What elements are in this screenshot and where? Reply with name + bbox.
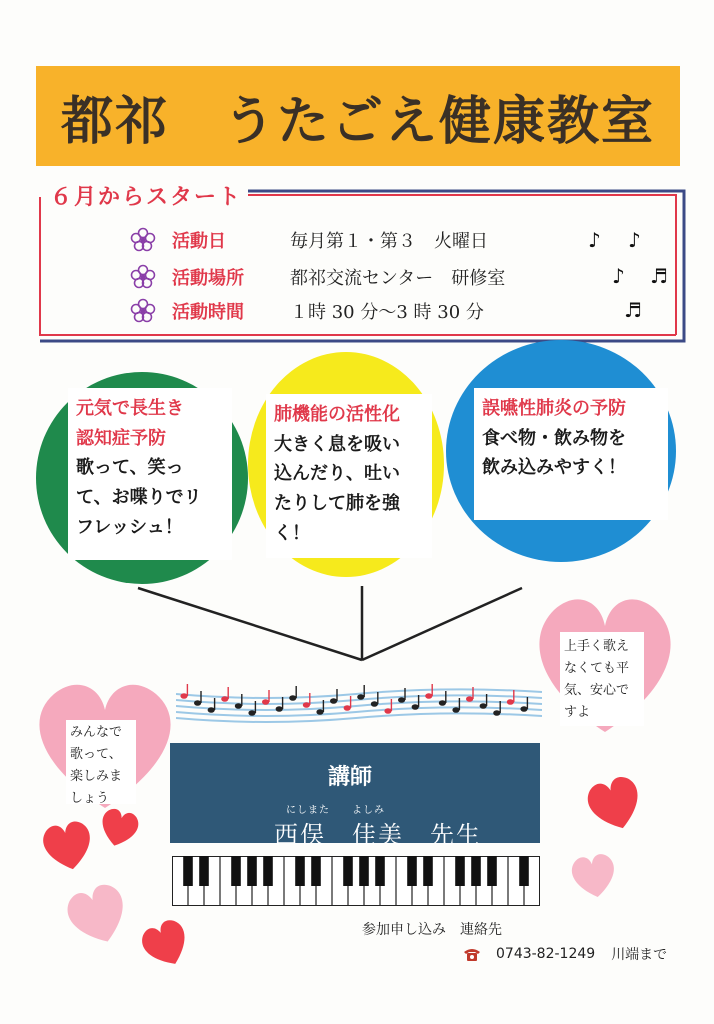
card-text: 飲み込みやすく！ <box>482 457 626 479</box>
phone-icon <box>462 946 482 962</box>
card-text: 大きく息を吸い <box>274 433 400 455</box>
heart-icon <box>62 884 134 946</box>
contact-person: 川端まで <box>611 947 668 963</box>
music-note-icon <box>493 710 500 716</box>
music-note-icon: ♬ <box>624 298 642 322</box>
music-note-icon <box>303 702 310 708</box>
flower-icon <box>130 227 156 253</box>
card-text: く！ <box>274 522 310 544</box>
card-heading: 元気で長生き <box>76 398 184 419</box>
music-note-icon <box>262 699 269 705</box>
music-note-icon: ♪ <box>628 228 641 252</box>
black-key <box>199 856 209 886</box>
title-banner <box>36 66 680 166</box>
black-key <box>407 856 417 886</box>
music-note-icon <box>452 707 459 713</box>
info-key: 活動場所 <box>172 268 244 289</box>
music-note-icon <box>289 695 296 701</box>
instructor-name: 西俣 佳美 先生 <box>274 821 482 849</box>
black-key <box>375 856 385 886</box>
info-value: １時 30 分～3 時 30 分 <box>290 302 484 323</box>
black-key <box>231 856 241 886</box>
music-note-icon <box>439 700 446 706</box>
music-note-icon <box>194 700 201 706</box>
card-text: 食べ物・飲み物を <box>482 427 626 449</box>
heart-card-left <box>66 720 136 807</box>
info-value: 毎月第１・第３ 火曜日 <box>290 231 488 252</box>
music-note-icon <box>466 696 473 702</box>
info-key: 活動日 <box>172 231 226 252</box>
heart-icon <box>568 852 620 900</box>
card-text: 歌って、笑っ <box>76 457 184 479</box>
music-note-icon <box>180 693 187 699</box>
piano-keyboard-icon <box>172 856 540 906</box>
music-note-icon <box>480 703 487 709</box>
info-row-place <box>130 262 505 292</box>
music-note-icon <box>398 697 405 703</box>
music-note-icon <box>235 703 242 709</box>
instructor-ruby: にしまた よしみ <box>286 805 385 816</box>
card-text: フレッシュ！ <box>76 516 183 538</box>
heart-icon <box>138 920 194 968</box>
benefit-card-health <box>68 388 232 560</box>
start-label: ６月からスタート <box>44 180 248 211</box>
heart-icon <box>584 776 646 832</box>
music-note-icon: ♪ <box>588 228 601 252</box>
card-heading: 誤嚥性肺炎の予防 <box>482 398 626 419</box>
flower-icon <box>130 264 156 290</box>
black-key <box>247 856 257 886</box>
music-note-icon <box>276 706 283 712</box>
heart-text: みんなで <box>70 725 123 740</box>
black-key <box>295 856 305 886</box>
black-key <box>359 856 369 886</box>
music-note-icon <box>221 696 228 702</box>
music-note-icon <box>384 708 391 714</box>
black-key <box>423 856 433 886</box>
music-note-icon <box>507 699 514 705</box>
music-note-icon <box>316 709 323 715</box>
heart-text: なくても平 <box>564 661 630 677</box>
black-key <box>487 856 497 886</box>
benefit-card-swallow <box>474 388 668 520</box>
black-key <box>183 856 193 886</box>
card-text: 込んだり、吐い <box>274 463 400 485</box>
music-note-icon <box>371 701 378 707</box>
heart-icon <box>96 808 142 848</box>
info-row-day <box>130 225 488 255</box>
music-note-icon <box>330 698 337 704</box>
flower-icon <box>130 298 156 324</box>
card-heading: 認知症予防 <box>76 427 166 449</box>
black-key <box>471 856 481 886</box>
music-note-icon <box>357 694 364 700</box>
black-key <box>263 856 273 886</box>
heart-text: 歌って、 <box>70 747 122 763</box>
music-note-icon <box>412 704 419 710</box>
music-note-icon <box>344 705 351 711</box>
info-row-time <box>130 296 484 326</box>
heart-text: 楽しみま <box>70 769 123 785</box>
heart-text: 気、安心で <box>564 683 630 699</box>
music-note-icon <box>248 710 255 716</box>
benefit-card-lung <box>266 394 432 558</box>
black-key <box>343 856 353 886</box>
contact-line <box>462 944 667 964</box>
heart-icon <box>36 820 100 872</box>
heart-card-right <box>560 632 644 726</box>
black-key <box>519 856 529 886</box>
info-value: 都祁交流センター 研修室 <box>290 268 506 289</box>
connector-lines <box>130 580 550 670</box>
instructor-label: 講師 <box>328 765 373 790</box>
music-note-icon <box>208 707 215 713</box>
heart-text: 上手く歌え <box>564 639 630 654</box>
card-text: て、お喋りでリ <box>76 487 202 509</box>
card-heading: 肺機能の活性化 <box>274 404 400 425</box>
heart-text: しょう <box>70 791 110 807</box>
music-staff <box>176 682 542 726</box>
black-key <box>311 856 321 886</box>
music-note-icon: ♬ <box>650 264 668 288</box>
page-title: 都祁 うたごえ健康教室 <box>60 91 655 152</box>
black-key <box>455 856 465 886</box>
music-note-icon <box>425 693 432 699</box>
contact-phone[interactable]: 0743-82-1249 <box>496 946 596 962</box>
contact-heading: 参加申し込み 連絡先 <box>362 922 502 938</box>
info-key: 活動時間 <box>172 302 244 323</box>
card-text: たりして肺を強 <box>274 493 400 515</box>
heart-text: すよ <box>564 705 591 721</box>
music-note-icon <box>520 706 527 712</box>
music-note-icon: ♪ <box>612 264 625 288</box>
